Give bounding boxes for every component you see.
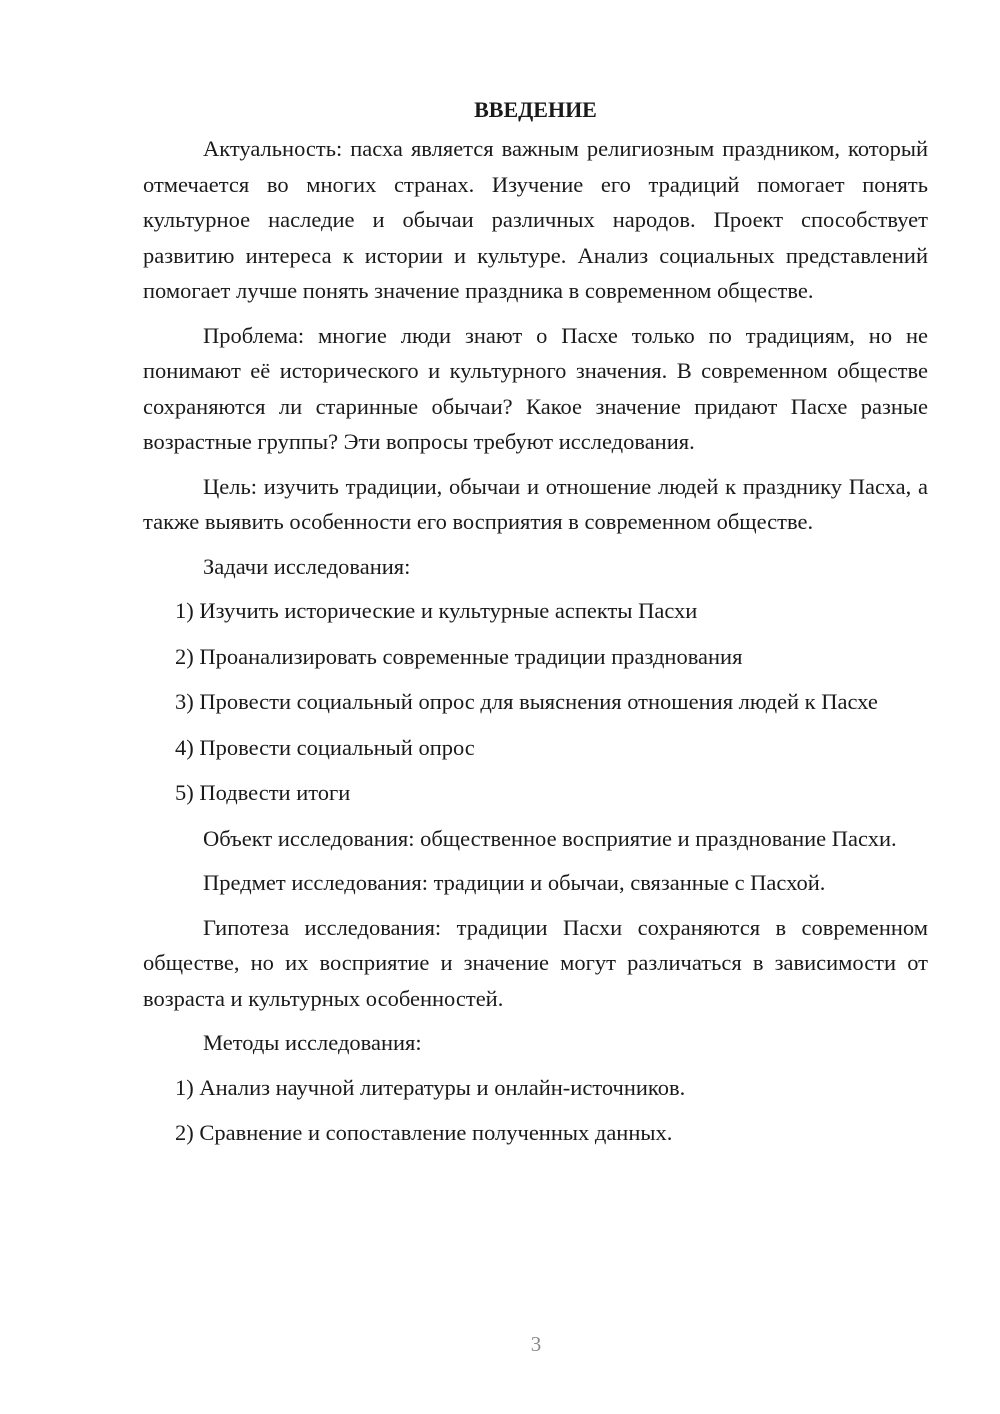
task-item: 4) Провести социальный опрос [175,734,475,760]
document-page [143,95,928,1161]
hypothesis-paragraph: Гипотеза исследования: традиции Пасхи сохраняются в современном обществе, но их восприятие и значение могут различаться в зависимости от возраста и культурных особенностей. [143,914,928,1011]
subject-paragraph: Предмет исследования: традиции и обычаи, связанные с Пасхой. [203,870,826,895]
methods-heading: Методы исследования: [203,1030,422,1055]
relevance-paragraph: Актуальность: пасха является важным религиозным праздником, который отмечается во многих странах. Изучение его традиций помогает понять культурное наследие и обычаи различных народов. Проект способствует развитию интереса к истории и культуре. Анализ социальных представлений помогает лучше понять значение праздника в современном обществе. [143,136,928,303]
method-item: 2) Сравнение и сопоставление полученных данных. [175,1120,673,1145]
tasks-heading: Задачи исследования: [203,553,411,579]
task-item: 5) Подвести итоги [175,780,351,805]
goal-paragraph: Цель: изучить традиции, обычаи и отношение людей к празднику Пасха, а также выявить особенности его восприятия в современном обществе. [143,473,928,534]
section-title: ВВЕДЕНИЕ [474,97,597,122]
problem-paragraph: Проблема: многие люди знают о Пасхе только по традициям, но не понимают её исторического и культурного значения. В современном обществе сохраняются ли старинные обычаи? Какое значение придают Пасхе разные возрастные группы? Эти вопросы требуют исследования. [143,322,928,454]
method-item: 1) Анализ научной литературы и онлайн-источников. [175,1074,686,1100]
page-number: 3 [530,1332,542,1356]
task-item: 3) Провести социальный опрос для выяснения отношения людей к Пасхе [175,689,878,714]
task-item: 1) Изучить исторические и культурные аспекты Пасхи [175,598,698,623]
object-paragraph: Объект исследования: общественное восприятие и празднование Пасхи. [203,825,897,851]
task-item: 2) Проанализировать современные традиции празднования [175,643,743,669]
